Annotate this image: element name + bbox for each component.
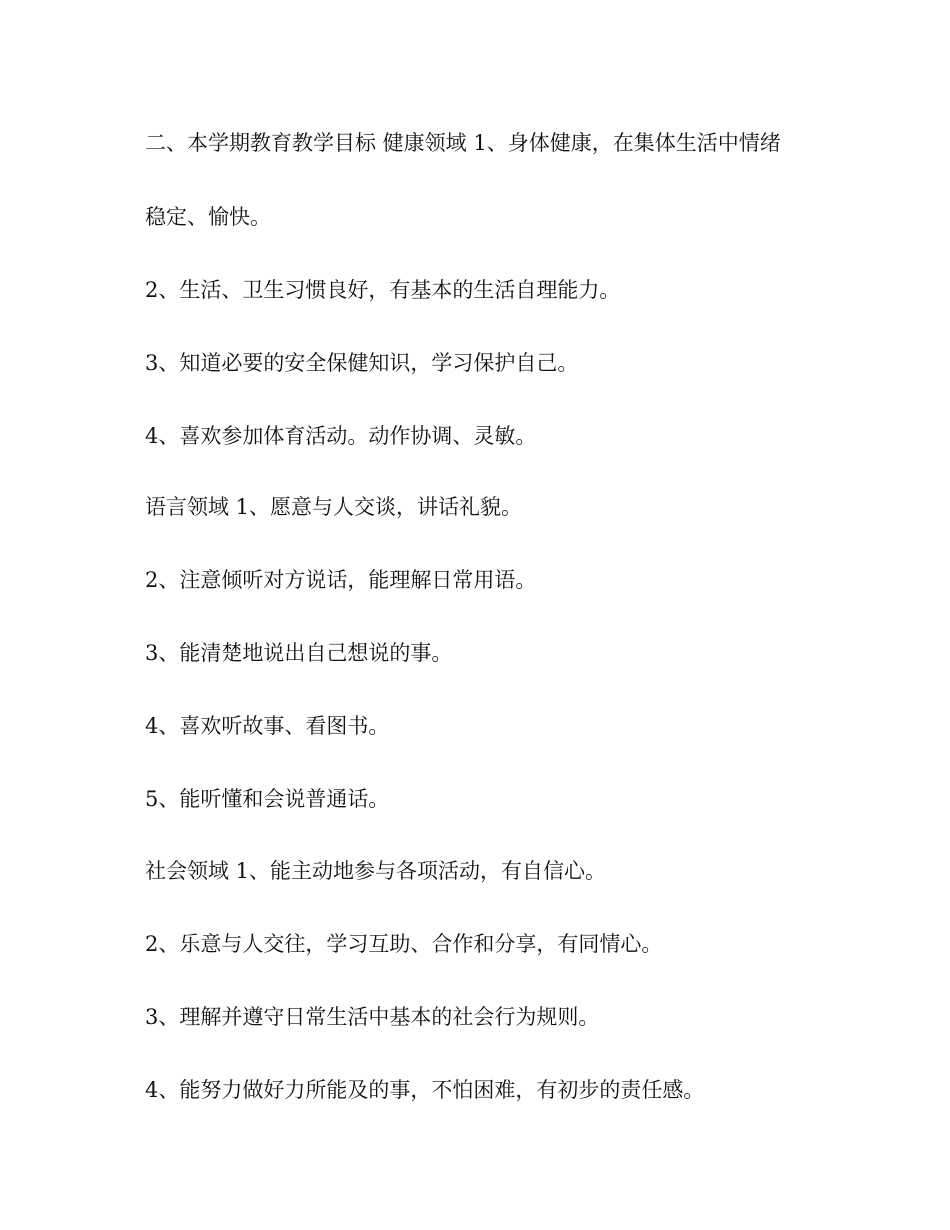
paragraph-language-4: 4、喜欢听故事、看图书。 bbox=[145, 714, 390, 738]
paragraph-language-2: 2、注意倾听对方说话，能理解日常用语。 bbox=[145, 568, 537, 592]
paragraph-goals-health-1: 二、本学期教育教学目标 健康领域 1、身体健康，在集体生活中情绪 bbox=[145, 131, 781, 155]
paragraph-goals-health-1-cont: 稳定、愉快。 bbox=[145, 205, 271, 229]
paragraph-social-1: 社会领域 1、能主动地参与各项活动，有自信心。 bbox=[145, 859, 607, 883]
paragraph-health-2: 2、生活、卫生习惯良好，有基本的生活自理能力。 bbox=[145, 278, 621, 302]
paragraph-language-5: 5、能听懂和会说普通话。 bbox=[145, 787, 390, 811]
paragraph-social-4: 4、能努力做好力所能及的事，不怕困难，有初步的责任感。 bbox=[145, 1078, 705, 1102]
paragraph-health-3: 3、知道必要的安全保健知识，学习保护自己。 bbox=[145, 351, 579, 375]
paragraph-health-4: 4、喜欢参加体育活动。动作协调、灵敏。 bbox=[145, 424, 537, 448]
paragraph-social-3: 3、理解并遵守日常生活中基本的社会行为规则。 bbox=[145, 1005, 600, 1029]
paragraph-language-3: 3、能清楚地说出自己想说的事。 bbox=[145, 641, 453, 665]
paragraph-social-2: 2、乐意与人交往，学习互助、合作和分享，有同情心。 bbox=[145, 932, 663, 956]
paragraph-language-1: 语言领域 1、愿意与人交谈，讲话礼貌。 bbox=[145, 495, 523, 519]
